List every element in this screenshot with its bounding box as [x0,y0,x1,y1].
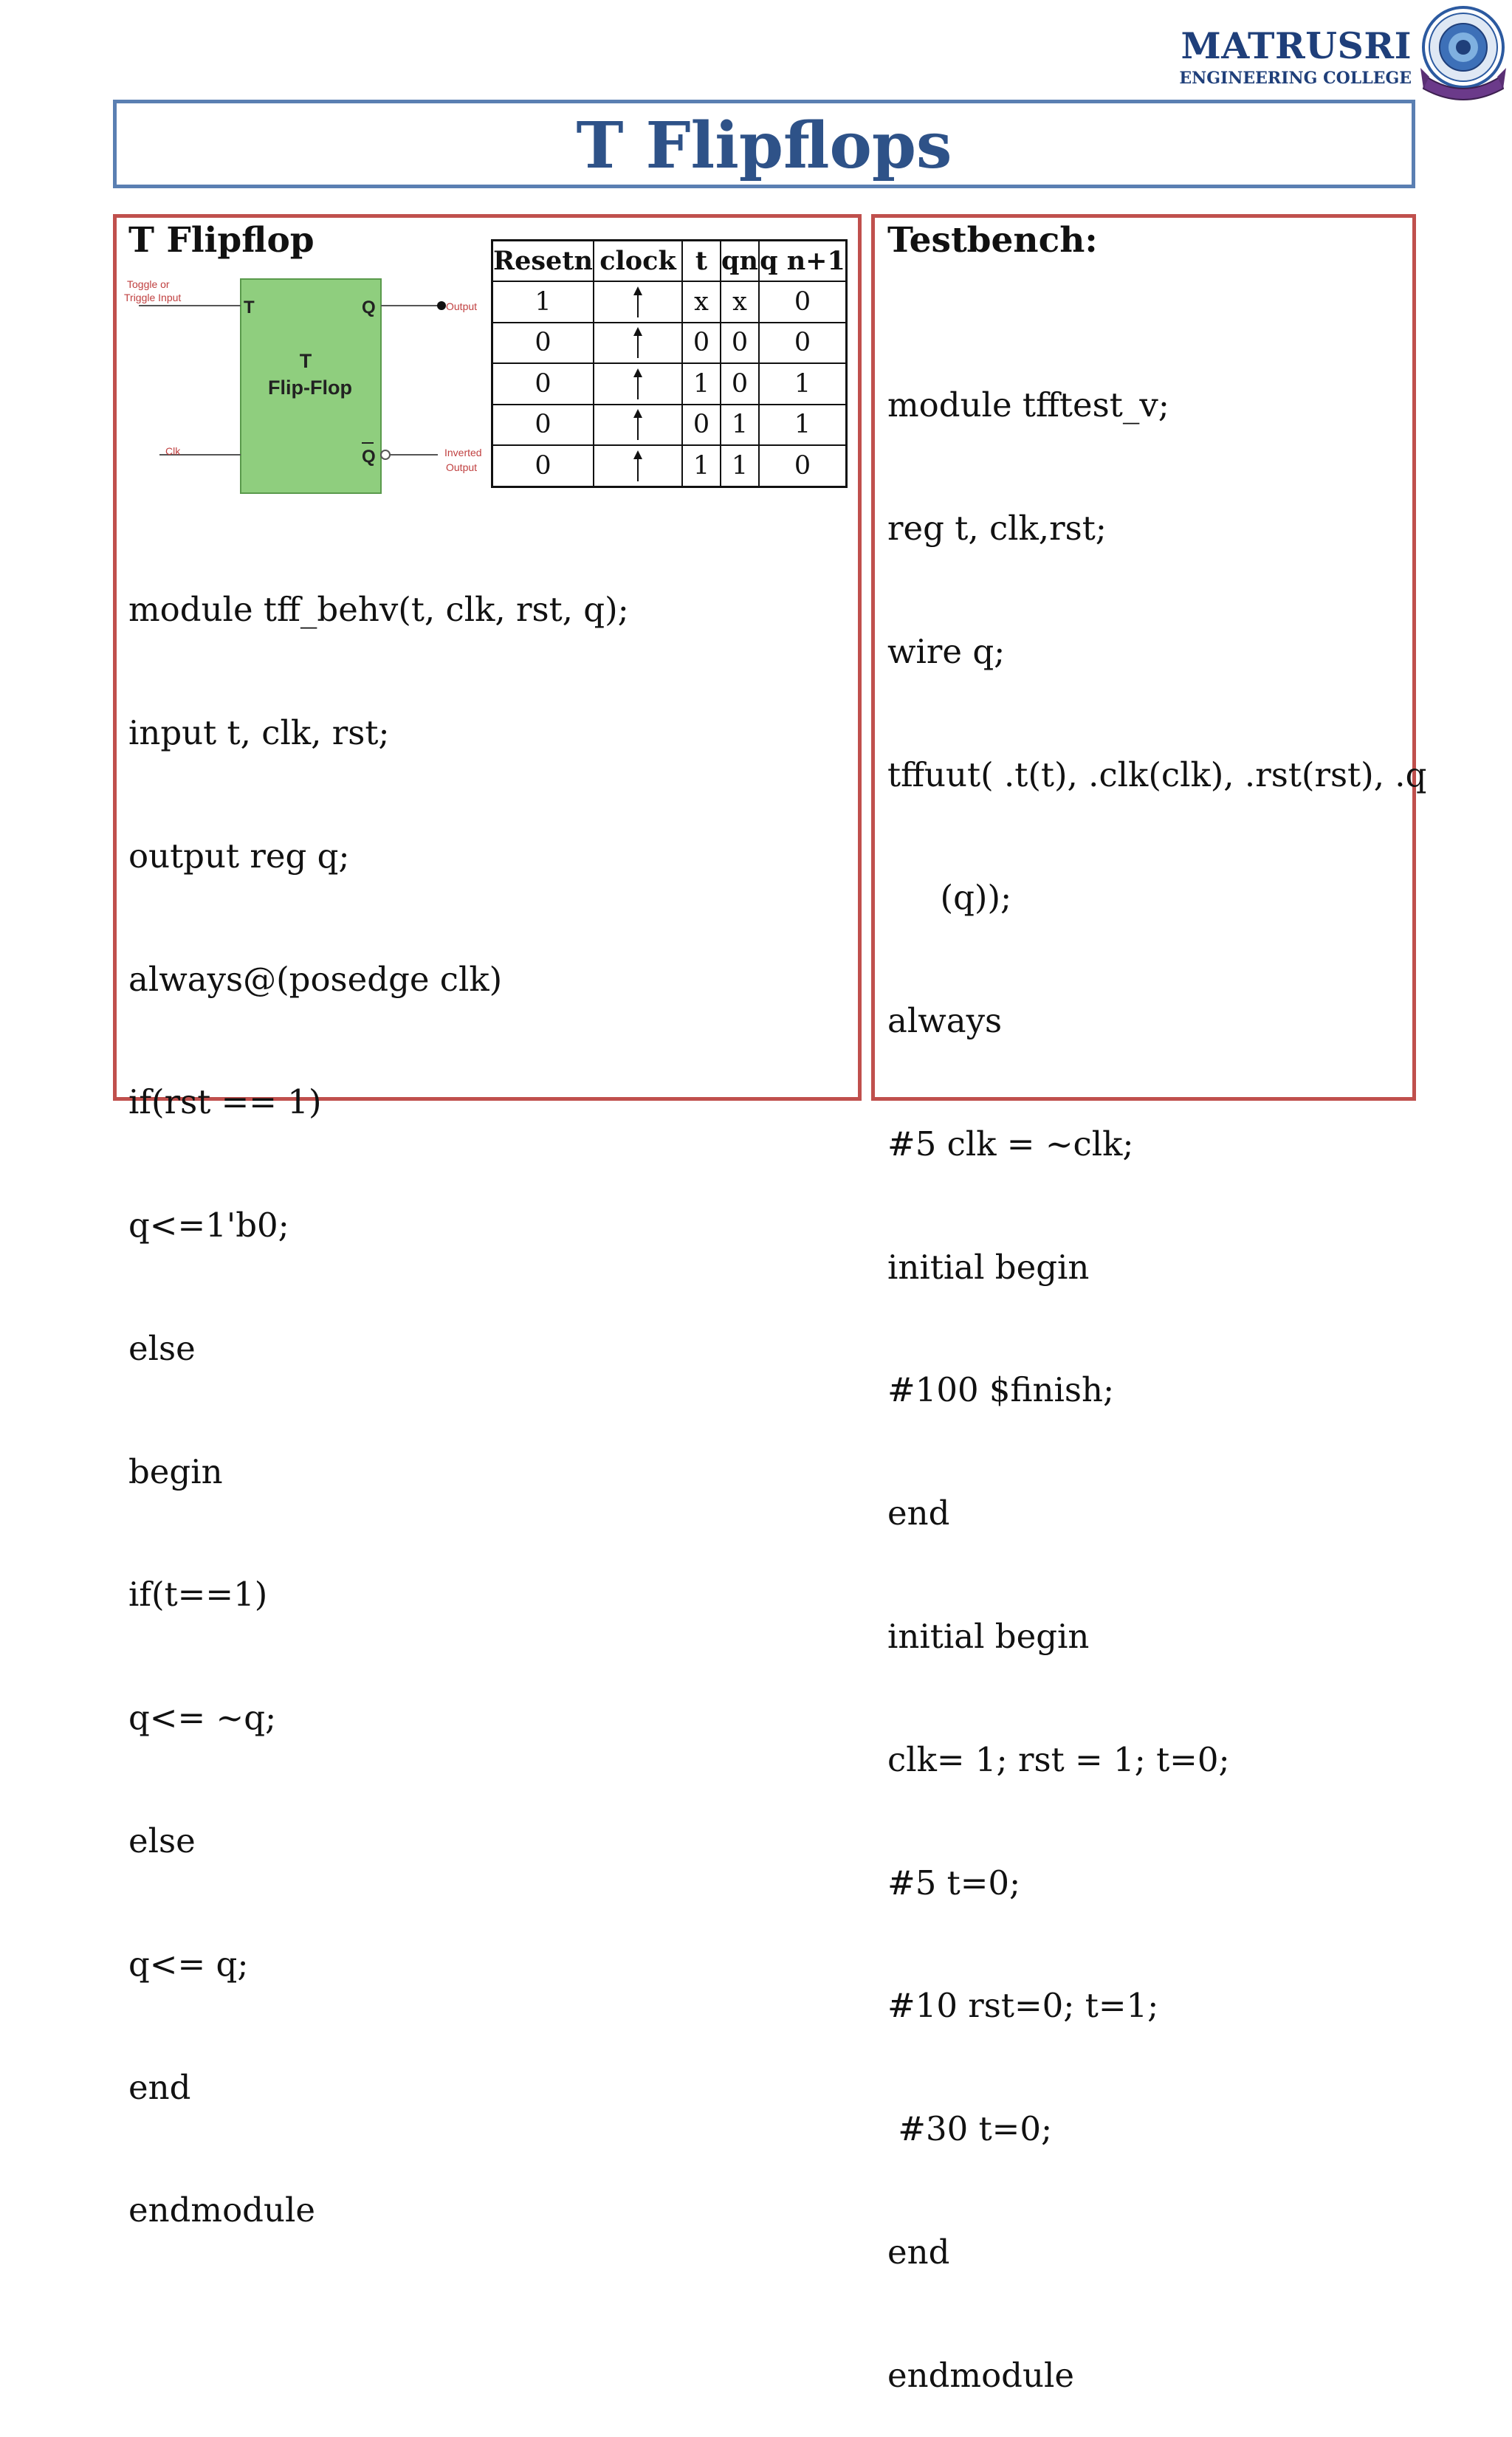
table-row [492,323,847,364]
output-dot-icon [437,301,446,310]
code-line: q<=1'b0; [128,1206,289,1245]
rising-edge-icon [630,285,645,319]
code-line: module tff_behv(t, clk, rst, q); [128,590,629,630]
code-line: q<= q; [128,1944,249,1984]
pin-qbar-label: Q [362,447,376,467]
code-line: #100 $finish; [887,1370,1115,1410]
cell-resetn: 1 [492,281,594,323]
code-line: #30 t=0; [887,2109,1053,2149]
code-line: endmodule [128,2190,315,2230]
cell-clock [594,323,682,364]
truth-table [491,239,848,488]
cell-t: 1 [682,363,721,405]
cell-qn1: 1 [759,363,847,405]
inverted-label-line2: Output [446,461,478,473]
code-line: tffuut( .t(t), .clk(clk), .rst(rst), .q [887,755,1427,794]
cell-qn: 1 [721,405,759,446]
code-line: clk= 1; rst = 1; t=0; [887,1739,1230,1779]
table-row [492,445,847,487]
code-line: initial begin [887,1247,1090,1287]
rising-edge-icon [630,367,645,401]
code-line: else [128,1328,196,1368]
cell-qn1: 0 [759,323,847,364]
code-line: end [887,1494,950,1533]
cell-qn: 0 [721,363,759,405]
cell-t: x [682,281,721,323]
cell-t: 0 [682,323,721,364]
code-line: #10 rst=0; t=1; [887,1986,1159,2026]
code-line: if(rst == 1) [128,1082,322,1122]
rising-edge-icon [630,449,645,483]
code-line: module tfftest_v; [887,385,1169,425]
code-line: initial begin [887,1617,1090,1656]
header-qn1: q n+1 [759,241,847,282]
code-line: end [128,2067,191,2107]
code-line: begin [128,1451,223,1491]
cell-qn1: 1 [759,405,847,446]
code-line: (q)); [887,878,1012,918]
code-line: end [887,2232,950,2272]
cell-qn: 1 [721,445,759,487]
code-line: #5 t=0; [887,1863,1021,1902]
cell-resetn: 0 [492,363,594,405]
cell-qn: 0 [721,323,759,364]
code-line: wire q; [887,631,1006,671]
code-line: always [887,1001,1003,1041]
t-flipflop-diagram [124,275,492,496]
inverted-label-line1: Inverted [444,447,482,458]
right-panel-heading: Testbench: [887,220,1098,261]
college-logo-text [1178,24,1412,89]
header-clock: clock [594,241,682,282]
code-line: else [128,1821,196,1860]
testbench-code [887,303,1426,2437]
cell-clock [594,445,682,487]
cell-resetn: 0 [492,445,594,487]
rising-edge-icon [630,326,645,360]
output-label: Output [446,300,478,312]
header-qn: qn [721,241,759,282]
cell-t: 1 [682,445,721,487]
left-panel-heading: T Flipflop [128,220,315,261]
code-line: reg t, clk,rst; [887,508,1107,548]
page-title: T Flipflops [576,108,952,183]
cell-t: 0 [682,405,721,446]
block-label-flipflop: Flip-Flop [268,377,352,399]
tff-module-code [128,507,629,2272]
truth-table-header-row [492,241,847,282]
cell-resetn: 0 [492,405,594,446]
pin-t-label: T [244,298,255,317]
header-t: t [682,241,721,282]
table-row [492,281,847,323]
code-line: #5 clk = ~clk; [887,1124,1134,1163]
cell-clock [594,405,682,446]
pin-q-label: Q [362,298,376,317]
code-line: if(t==1) [128,1575,268,1615]
code-line: output reg q; [128,836,350,876]
cell-clock [594,281,682,323]
cell-qn: x [721,281,759,323]
cell-qn1: 0 [759,281,847,323]
cell-resetn: 0 [492,323,594,364]
college-seal-icon [1416,3,1511,106]
code-line: endmodule [887,2355,1074,2395]
code-line: q<= ~q; [128,1698,277,1738]
code-line: input t, clk, rst; [128,712,390,752]
rising-edge-icon [630,408,645,441]
input-label-line1: Toggle or [127,278,170,290]
clk-label: Clk [165,445,181,457]
college-subtitle: ENGINEERING COLLEGE [1179,69,1412,88]
header-resetn: Resetn [492,241,594,282]
code-line: always@(posedge clk) [128,959,503,999]
college-name: MATRUSRI [1181,24,1412,67]
inverter-bubble-icon [381,450,390,459]
table-row [492,363,847,405]
block-label-t: T [299,350,312,372]
cell-clock [594,363,682,405]
cell-qn1: 0 [759,445,847,487]
title-box [113,100,1415,188]
table-row [492,405,847,446]
input-label-line2: Triggle Input [124,292,182,303]
